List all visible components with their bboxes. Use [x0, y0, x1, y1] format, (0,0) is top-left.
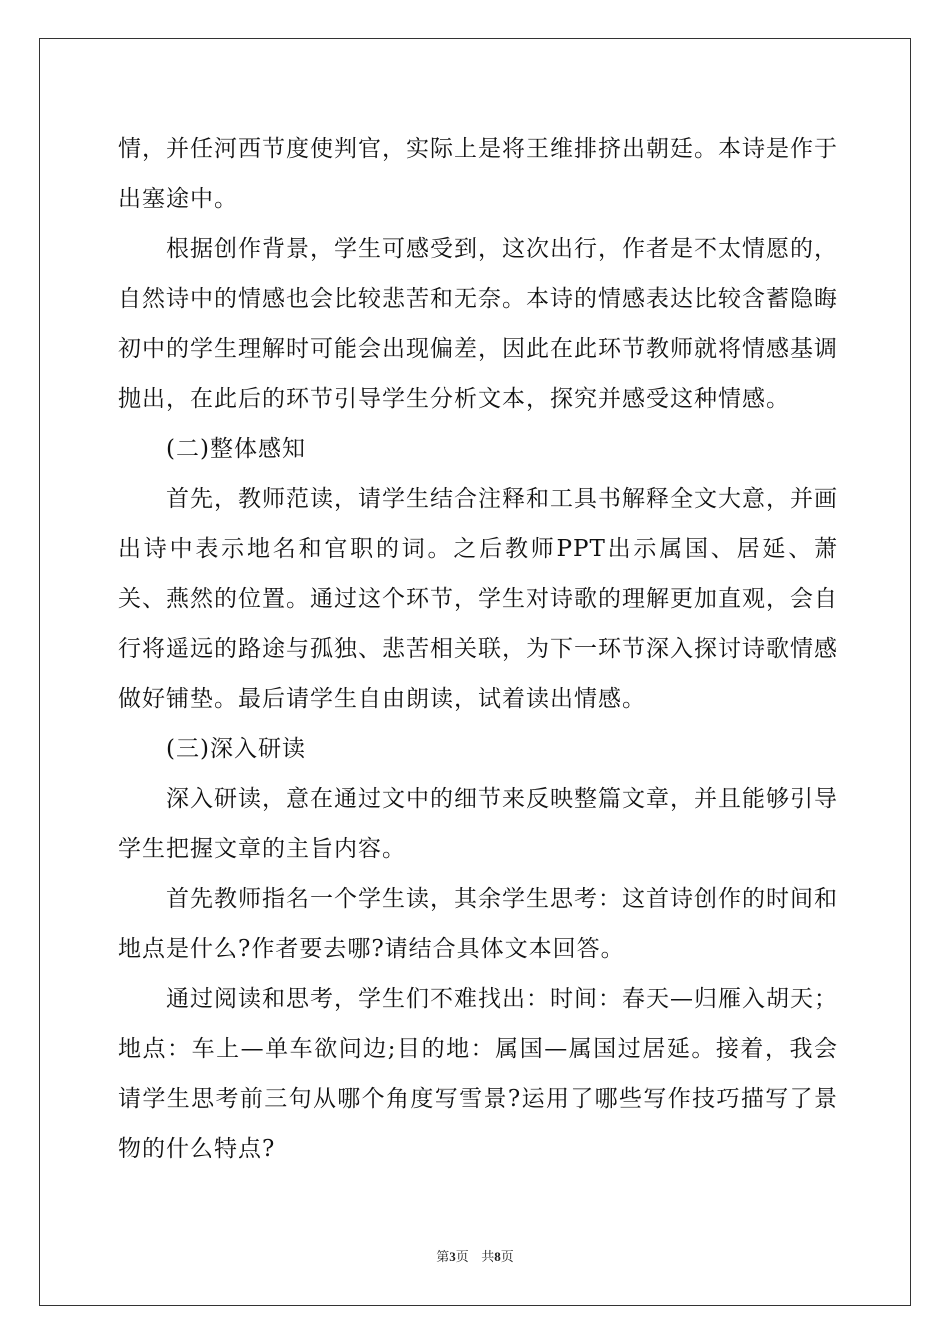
footer-prefix: 第 [436, 1250, 450, 1265]
section-heading: (三)深入研读 [166, 736, 306, 762]
paragraph: 首先，教师范读，请学生结合注释和工具书解释全文大意，并画出诗中表示地名和官职的词。之后教师PPT出示属国、居延、萧关、燕然的位置。通过这个环节，学生对诗歌的理解更加直观，会自行将遥远的路途与孤独、悲苦相关联，为下一环节深入探讨诗歌情感做好铺垫。最后请学生自由朗读，试着读出情感。 [118, 486, 838, 712]
paragraph: 根据创作背景，学生可感受到，这次出行，作者是不太情愿的，自然诗中的情感也会比较悲苦和无奈。本诗的情感表达比较含蓄隐晦初中的学生理解时可能会出现偏差，因此在此环节教师就将情感基调抛出，在此后的环节引导学生分析文本，探究并感受这种情感。 [118, 236, 838, 412]
page-footer [0, 1246, 950, 1265]
paragraph: 通过阅读和思考，学生们不难找出：时间：春天—归雁入胡天；地点：车上—单车欲问边;目的地：属国—属国过居延。接着，我会请学生思考前三句从哪个角度写雪景?运用了哪些写作技巧描写了景物的什么特点? [118, 986, 838, 1162]
section-heading: (二)整体感知 [166, 436, 306, 462]
footer-suffix: 页 [500, 1250, 514, 1265]
document-body [118, 124, 838, 1174]
paragraph: 首先教师指名一个学生读，其余学生思考：这首诗创作的时间和地点是什么?作者要去哪?请结合具体文本回答。 [118, 886, 838, 962]
paragraph: 深入研读，意在通过文中的细节来反映整篇文章，并且能够引导学生把握文章的主旨内容。 [118, 786, 838, 862]
total-page-number: 8 [494, 1249, 501, 1264]
footer-mid: 页 共 [455, 1250, 495, 1265]
current-page-number: 3 [449, 1249, 456, 1264]
paragraph: 情，并任河西节度使判官，实际上是将王维排挤出朝廷。本诗是作于出塞途中。 [118, 136, 838, 212]
